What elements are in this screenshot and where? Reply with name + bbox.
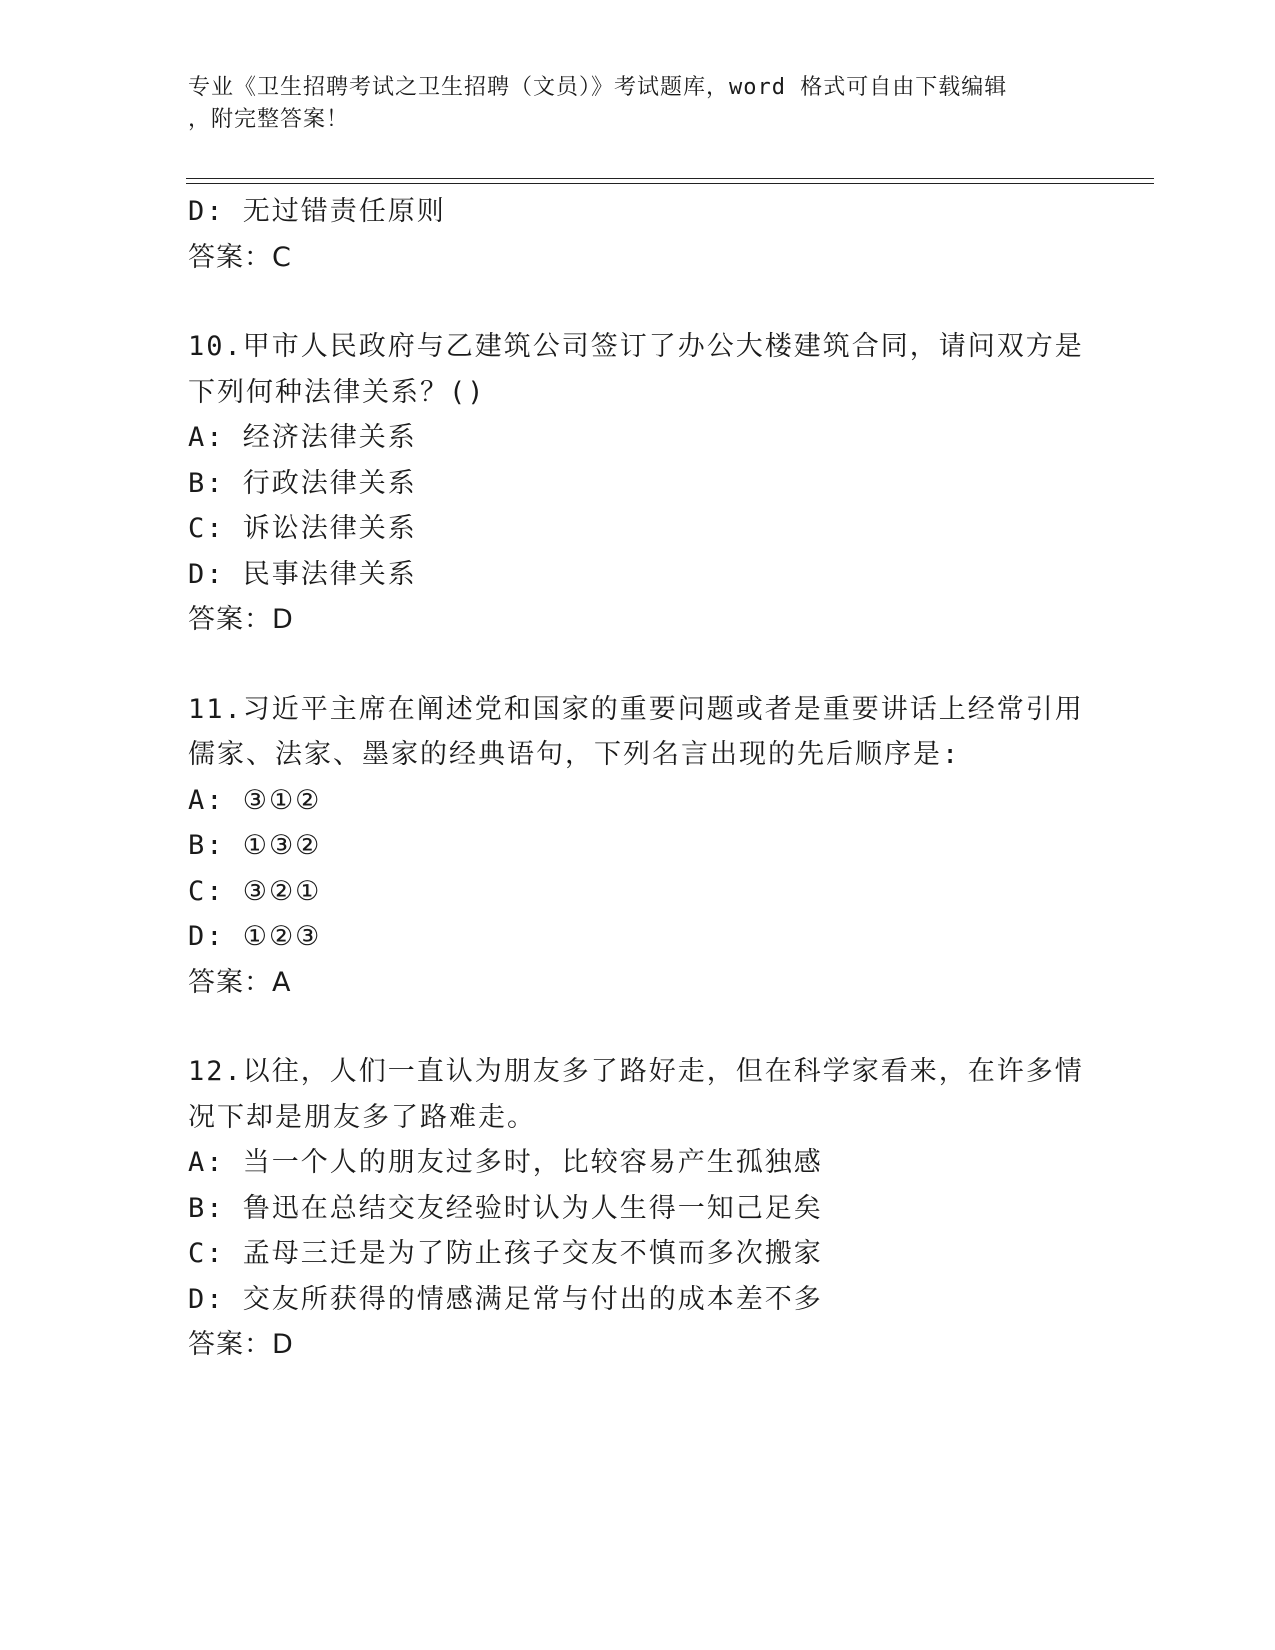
answer-line: 答案：D — [188, 604, 294, 635]
answer-line: 答案：D — [188, 1329, 294, 1360]
option-d: D: 无过错责任原则 — [188, 196, 446, 227]
header-divider-top — [186, 178, 1154, 179]
header-line-2: ，附完整答案！ — [188, 107, 350, 132]
option-c: C: 孟母三迁是为了防止孩子交友不慎而多次搬家 — [188, 1238, 823, 1269]
option-a: A: 经济法律关系 — [188, 422, 417, 453]
option-d: D: 民事法律关系 — [188, 558, 417, 590]
answer-line: 答案：C — [188, 241, 292, 273]
question-stem-cont: 下列何种法律关系？() — [188, 376, 486, 408]
option-c: C: 诉讼法律关系 — [188, 513, 417, 544]
option-b: B: ①③② — [188, 830, 322, 861]
option-a: A: 当一个人的朋友过多时，比较容易产生孤独感 — [188, 1147, 823, 1178]
option-d: D: 交友所获得的情感满足常与付出的成本差不多 — [188, 1283, 823, 1315]
previous-question-tail — [188, 189, 1088, 280]
question-stem-cont: 况下却是朋友多了路难走。 — [188, 1101, 536, 1133]
question-stem: 12.以往，人们一直认为朋友多了路好走，但在科学家看来，在许多情 — [188, 1056, 1084, 1087]
question-11 — [188, 687, 1088, 1006]
spacer — [188, 1005, 1088, 1049]
spacer — [188, 280, 1088, 324]
answer-line: 答案：A — [188, 966, 292, 998]
question-stem: 10.甲市人民政府与乙建筑公司签订了办公大楼建筑合同，请问双方是 — [188, 331, 1084, 362]
question-stem: 11.习近平主席在阐述党和国家的重要问题或者是重要讲话上经常引用 — [188, 693, 1084, 725]
option-d: D: ①②③ — [188, 921, 322, 952]
document-header — [188, 72, 1088, 136]
header-line-1: 专业《卫生招聘考试之卫生招聘（文员）》考试题库，word 格式可自由下载编辑 — [188, 75, 1008, 100]
header-divider-bottom — [186, 183, 1154, 184]
option-b: B: 鲁迅在总结交友经验时认为人生得一知己足矣 — [188, 1192, 823, 1224]
option-c: C: ③②① — [188, 875, 322, 907]
question-stem-cont: 儒家、法家、墨家的经典语句，下列名言出现的先后顺序是: — [188, 739, 961, 770]
question-content — [188, 189, 1088, 1368]
option-a: A: ③①② — [188, 784, 322, 816]
option-b: B: 行政法律关系 — [188, 467, 417, 499]
question-12 — [188, 1049, 1088, 1368]
spacer — [188, 643, 1088, 687]
question-10 — [188, 324, 1088, 643]
